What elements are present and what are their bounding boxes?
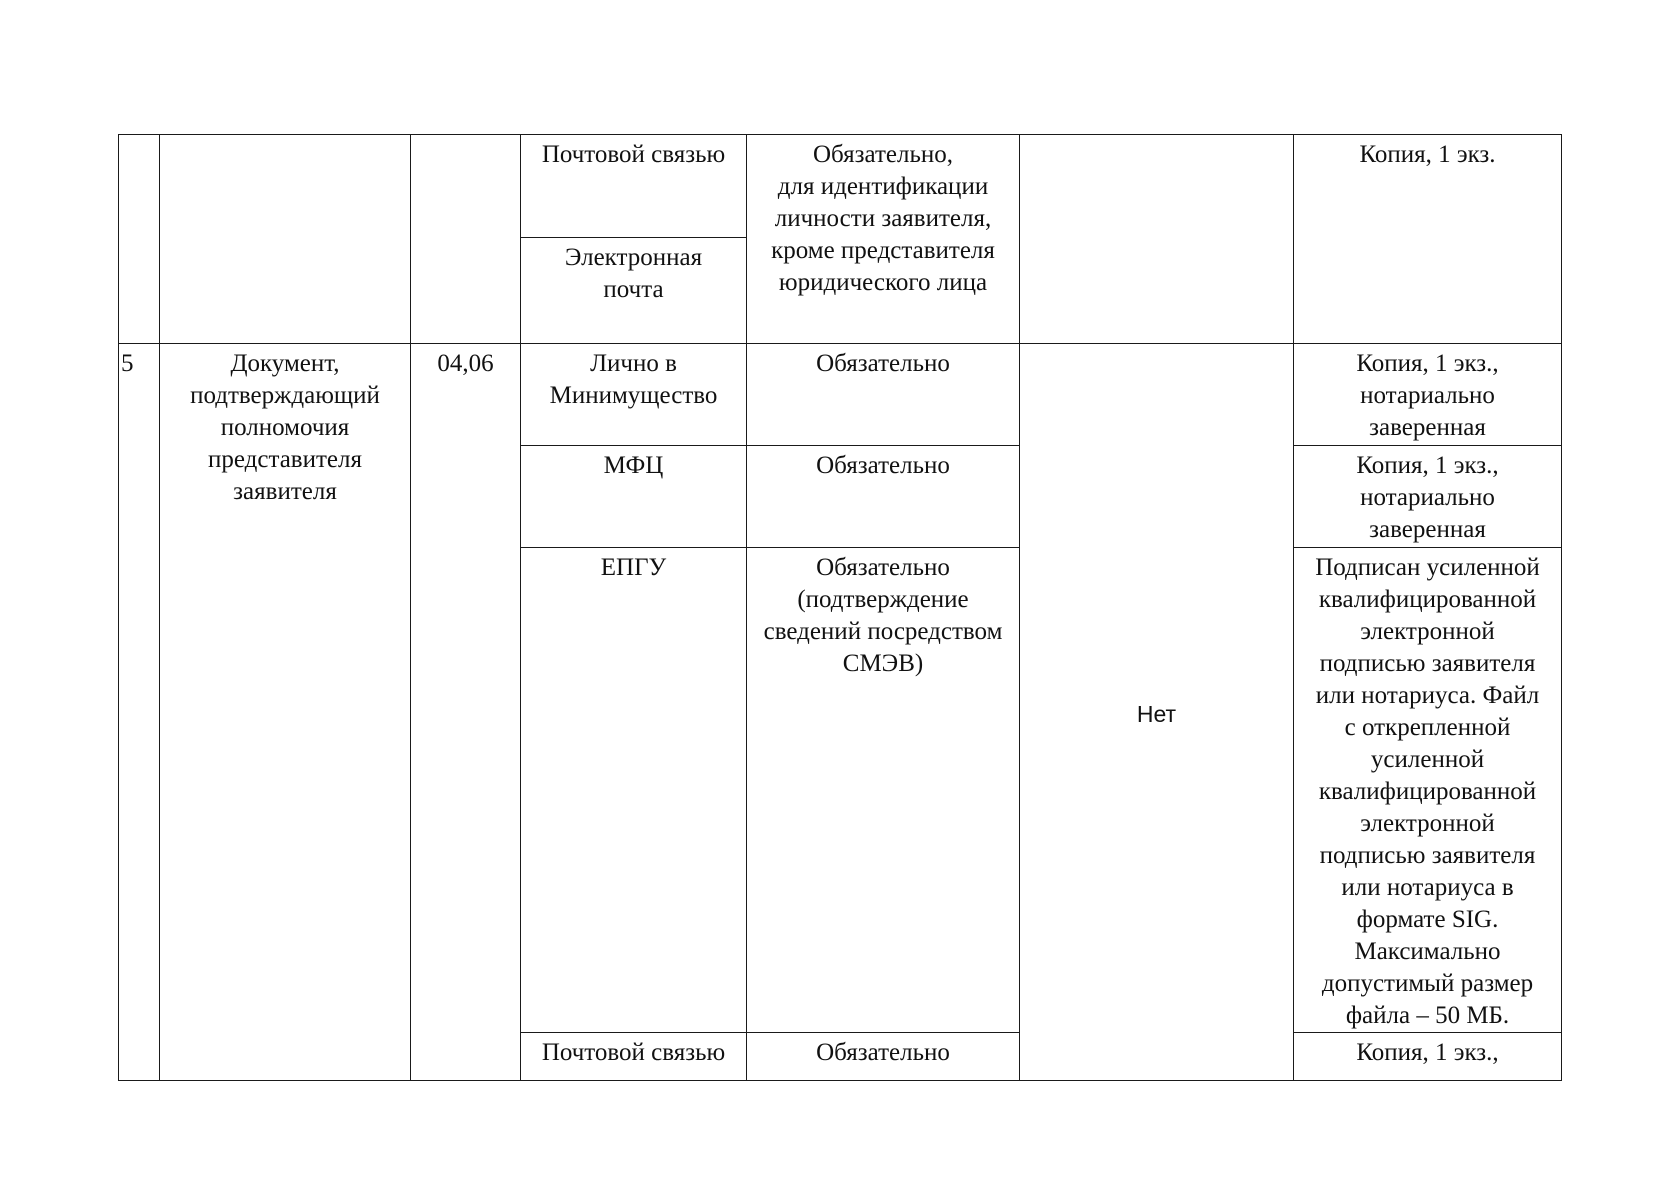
- interdepartmental-cell: [1020, 344, 1294, 1081]
- channel-cell: [521, 344, 747, 446]
- channel-label: ЕПГУ: [600, 554, 667, 581]
- documents-table: [118, 134, 1562, 1081]
- code-cell-empty: [411, 135, 521, 344]
- channel-cell: [521, 446, 747, 548]
- channel-label: Почтовой связью: [541, 1039, 726, 1066]
- number-cell-empty: [119, 135, 160, 344]
- channel-post-label: Почтовой связью: [541, 141, 726, 168]
- requirement-cell: [747, 344, 1020, 446]
- form-cell: [1294, 548, 1562, 1033]
- interdepartmental-cell-empty: [1020, 135, 1294, 344]
- table-row: [119, 135, 1562, 238]
- table-row: [119, 344, 1562, 446]
- form-text: Копия, 1 экз.: [1359, 141, 1496, 168]
- channel-cell: [521, 1033, 747, 1081]
- requirement-text: Обязательно: [816, 1039, 950, 1066]
- requirement-text: Обязательно, для идентификации личности заявителя, кроме представителя юридического лица: [771, 141, 995, 296]
- channel-cell: [521, 135, 747, 238]
- requirement-cell: [747, 548, 1020, 1033]
- channel-label: МФЦ: [603, 452, 664, 479]
- form-cell: [1294, 446, 1562, 548]
- interdepartmental-text: Нет: [1136, 701, 1177, 727]
- form-text: Копия, 1 экз.,: [1356, 1039, 1499, 1066]
- form-text: Подписан усиленной квалифицированной электронной подписью заявителя или нотариуса. Файл с открепленной усиленной квалифицированной электронной подписью заявителя или нотариуса в формате SIG. Максимально допустимый размер файла – 50 МБ.: [1315, 554, 1540, 1029]
- channel-email-label: Электронная почта: [564, 244, 703, 303]
- code-cell: [411, 344, 521, 1081]
- number-cell: [119, 344, 160, 1081]
- code-text: 04,06: [437, 350, 494, 377]
- requirement-cell: [747, 135, 1020, 344]
- form-cell: [1294, 344, 1562, 446]
- channel-cell: [521, 548, 747, 1033]
- doc-name-cell: [160, 344, 411, 1081]
- requirement-cell: [747, 446, 1020, 548]
- doc-name-cell-empty: [160, 135, 411, 344]
- requirement-text: Обязательно: [816, 350, 950, 377]
- requirement-text: Обязательно: [816, 452, 950, 479]
- form-cell: [1294, 1033, 1562, 1081]
- requirement-text: Обязательно (подтверждение сведений посредством СМЭВ): [763, 554, 1003, 677]
- form-text: Копия, 1 экз., нотариально заверенная: [1356, 350, 1499, 441]
- channel-label: Лично в Минимущество: [549, 350, 718, 409]
- form-cell: [1294, 135, 1562, 344]
- requirement-cell: [747, 1033, 1020, 1081]
- form-text: Копия, 1 экз., нотариально заверенная: [1356, 452, 1499, 543]
- doc-name-text: Документ, подтверждающий полномочия представителя заявителя: [190, 350, 380, 505]
- channel-cell: [521, 238, 747, 344]
- row-number: 5: [121, 350, 134, 377]
